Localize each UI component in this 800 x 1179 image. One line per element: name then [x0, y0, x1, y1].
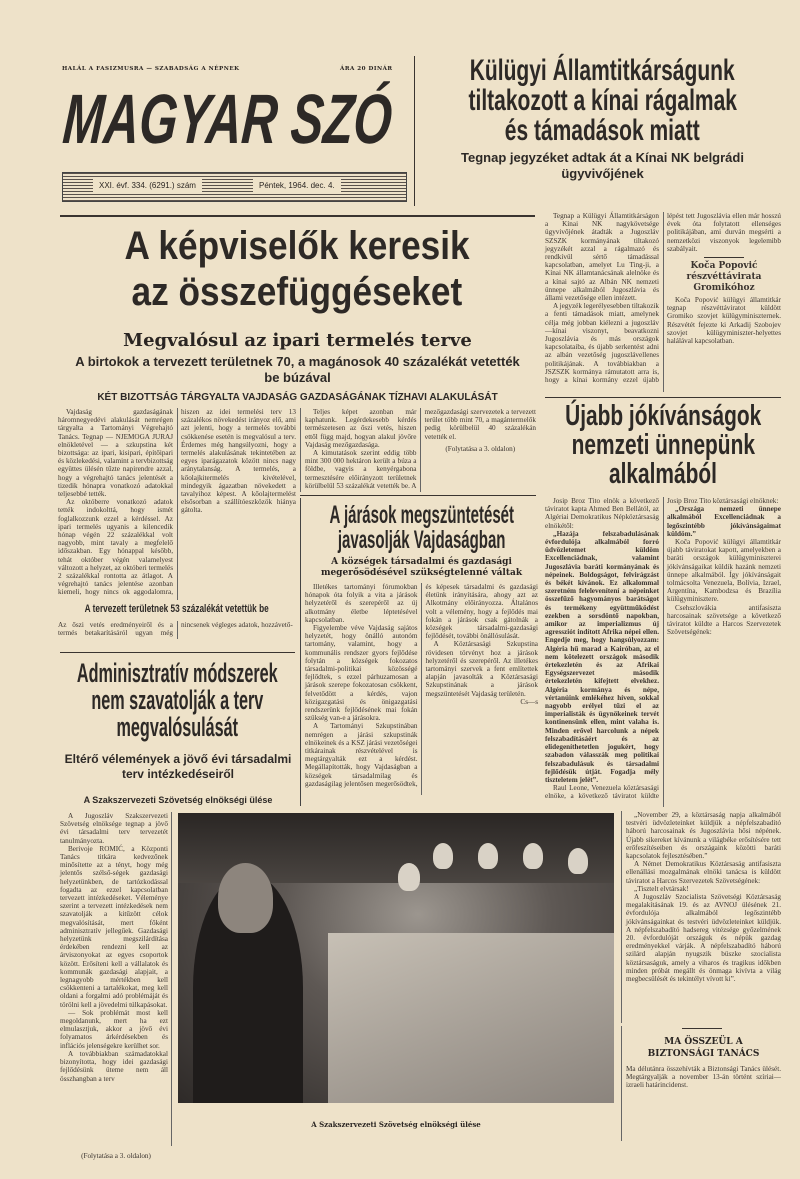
security-council-title: MA ÖSSZEÜL A BIZTONSÁGI TANÁCS — [647, 1037, 760, 1059]
headline-line: tiltakozott a kínai rágalmak — [468, 84, 737, 117]
jarasok-subhead: A községek társadalmi és gazdasági megerősödésével szükségtelenné váltak — [320, 557, 523, 578]
headline-line: A képviselők keresik — [124, 224, 470, 268]
section-rule — [545, 397, 781, 398]
paragraph: „Hazája felszabadulásának évfordulója alkalmából forró üdvözletemet küldöm Excellenciádnak, valamint Jugoszlávia baráti kormányának és népeinek. Boldogságot, felvirágzást és békét kívánok. Ez alkalommal szeretném felelevenítení a népeinket összefűző hagyományos barátságot és termékeny együttműködést ezekben a sorsdöntő napokban, amikor az imperializmus új agressziót indított Afrika népei ellen. Engedje meg, hogy hangsúlyozzam: Algéria hű marad a Kairóban, az el nem kötelezett országok második értekezletén és az Afrikai Egységszervezet második értekezletén kifejtett elvekhez. Algéria kormánya és népe, vértanúink emlékéhez híven, sokkal nagyobb erélyel tűzi el az imperialisták és ügynökeinek tervét kontinensünk ellen, mint valaha is. Minden erővel harcolunk a népek felszabadításáért és az elidegeníthetetlen jogukért, hogy szabadon válasszák meg politikai felszabadulásuk és társadalmi fejlődésük útját. Fogadja mély tiszteletem jelét”. — [545, 529, 659, 784]
ujabb-body-continued — [621, 811, 781, 1023]
ujabb-body — [545, 497, 781, 807]
section-rule — [300, 495, 536, 496]
headline-line: javasolják Vajdaságban — [337, 526, 506, 554]
admin-subhead: Eltérő vélemények a jövő évi társadalmi terv intézkedéseiről — [64, 752, 292, 781]
paragraph: — Sok problémát most kell megoldanunk, mert ha ezt elmulasztjuk, akkor a jövő évi folyamatos árkérdésekben és inflációs jelenségekre kerülhet sor. — [60, 1008, 168, 1050]
paragraph: Csehszlovákia antifasiszta harcosainak szövetsége a következő táviratot küldte a Harcos Szervezetek Szövetségének: — [667, 603, 781, 637]
paragraph: A jegyzék legerélyesebben tiltakozik a fenti támadások miatt, amelynek célja még jobban kiélezni a jugoszláv—kínai viszonyt, beavatkozni Jugoszlávia és más országok kapcsolataiba, és újabb serkentést adni az albán vezetőség jugoszlávellenes politikájának. A továbbiakban a JSZSZK kormánya rámutatott arra is, hogy a kínai kormány ezzel újabb lépést tett Jugoszlávia ellen már hosszú évek óta folytatott ellenséges politikájában, ami durván megsérti a nemzetközi viszonyok legelemibb szabályait. — [545, 212, 781, 385]
paragraph: Tegnap a Külügyi Államtitkárságon a Kínai NK nagykövetsége ügyvivőjének átadták a Jugoszláv SZSZK kormányának tiltakozó jegyzékét azzal a rágalmazó és rendkívül sértő támadással kapcsolatban, amelyet Lu Ting-ji, a Kínai NK államtanácsának alelnöke és a kínai sajtó az Albán NK nemzeti ünnepe alkalmából Jugoszlávia és állami vezetősége ellen intézett. — [545, 212, 659, 303]
newspaper-logo: MAGYAR SZÓ — [60, 80, 395, 158]
admin-headline — [58, 660, 296, 741]
paragraph: Figyelembe véve Vajdaság sajátos helyzetét, hogy önálló autonóm tartomány, valamint, hogy a kommunális rendszer gyors fejlődése folytán a községek fokozatos társadalmi-politikai közösségé fejlődtek, s ezzel párhuzamosan a járások szerepe fokozatosan csökkent, felvetődött a kérdés, vajon közigazgatási és önigazgatási rendszerünk fejlődésének mai fokán szükség van-e a járásokra. — [305, 624, 418, 723]
jarasok-body — [305, 583, 538, 795]
main-body-left — [58, 408, 296, 600]
paragraph: A kimutatások szerint eddig több mint 300 000 hektáron került a búza a földbe, vagyis a kenyérgabona termesztésére előirányzott területnek körülbelül 53 százalékát vetették be. A mezőgazdasági szervezetek a tervezett terület több mint 70, a magántermelők pedig körülbelül 40 százalékán vetették el. — [305, 408, 536, 490]
issue-date: Péntek, 1964. dec. 4. — [253, 179, 341, 192]
security-council-body: Ma délutánra összehívták a Biztonsági Tanács ülését. Megtárgyalják a november 13-án történt szíriai—izraeli határincidenst. — [626, 1065, 781, 1090]
security-council-article — [621, 1026, 781, 1141]
continued-note: (Folytatása a 3. oldalon) — [445, 444, 516, 453]
divider — [682, 1028, 722, 1029]
admin-body — [60, 812, 172, 1146]
headline-line: az összefüggéseket — [131, 270, 463, 314]
paragraph: „Országa nemzeti ünnepe alkalmából Excellenciádnak a legőszintébb jókívánságaimat küldöm.” — [667, 505, 781, 538]
paragraph: Berivoje ROMIĆ, a Központi Tanács titkára kedvezőnek minősítette az a tényt, hogy még jelentős szélső-ségek gazdasági helyzetünkben, de tartózkodással fogadta az ezzel kapcsolatban tervezett intézkedéseket. Véleménye szerint a tervezett intézkedések nem szavatolják a kitűzött célok megvalósítását, mert főként adminisztratív jellegűek. Gazdasági helyzetünk megszilárdítása érdekében rendezni kell az árviszonyokat az egyes csoportok között. Erősíteni kell a vállalatok és kommunák gazdasági alapjait, a legnagyobb mértékben kell csökkenteni a tartalékokat, meg kell oldani a forgalmi adó problémáját és törölni kell a jövedelmi túlkapásokat. — [60, 844, 168, 1009]
paragraph: Teljes képet azonban már kaphatunk. Legérdekesebb kérdés természetesen az őszi vetés, hiszen ettől függ majd, hogyan alakul jövőre Vajdaság mezőgazdasága. — [305, 408, 417, 449]
masthead-price: ÁRA 20 DINÁR — [340, 66, 393, 72]
popovic-title: Koča Popović részvéttávirata Gromikóhoz — [686, 261, 762, 294]
main-subhead: Megvalósul az ipari termelés terve — [123, 330, 472, 351]
paragraph: A Német Demokratikus Köztársaság antifasiszta ellenállási mozgalmának elnöki tanácsa is küldött táviratot a Harcos Szervezetek Szövetségének: — [626, 860, 781, 885]
main-headline — [58, 226, 536, 312]
popovic-body: Koča Popović külügyi államtitkár tegnap részvéttáviratot küldött Gromiko szovjet külügyminiszternek. Részvétét fejezte ki Arkadij Szobojev szovjet külügyminiszter-helyettes halálával kapcsolatban. — [667, 296, 781, 346]
signature: Cs—s — [520, 697, 538, 706]
paragraph: Az októberre vonatkozó adatok tették indokolttá, hogy ismét foglalkozzunk ezzel a kérdéssel. Az ipari termelés ugyanis a kilencedik hónap végén 22 százalékkal volt nagyobb, mint tavaly a megfelelő időszakban. Egy hónappal később, tehát október végén valamelyest változott a helyzet, az októberi termelés 2 százalékkal rontotta az átlagot. A végrehajtó tanács jelentése azonban kiemeli, hogy nincs ok aggodalomra, hiszen az idei termelési terv 13 százalékos növekedést irányoz elő, ami azt jelenti, hogy a termelés további csökkenése esetén is megvalósul a terv. Érdemes még hangsúlyozni, hogy a termelés alakulásának tekintetében az egyes iparágazatok között nincs nagy aránytalanság. A termelés, a kőolajkitermelés kivételével, mindegyik ágazatban növekedett a tavalyihoz képest. A kőolajtermelést elsősorban a szállítóeszközök hiánya gátolta. — [58, 408, 296, 597]
sowing-box-title: A tervezett területnek 53 százalékát vetettük be — [84, 603, 270, 615]
paragraph: „Tisztelt elvtársak! — [634, 884, 689, 893]
headline-line: Külügyi Államtitkárságunk — [470, 54, 735, 87]
paragraph: A Jugoszláv Szocialista Szövetségi Köztársaság megalakításának 19. és az AVNOJ ülésének 21. évfordulója alkalmából legőszintébb jókívánságainkat és testvéri üdvözleteinket küldjük. A népfelszabadító hadsereg vitézsége győzelmének 20. évfordulóját országuk és népük gazdag eredményekkel várják. A népfelszabadító háború szilárd alapján nyugszik büszke szocialista köztársaságuk, amely a viharos és tragikus időkben minden próbát megállt és önmaga kivívta a világ megbecsülését és tekintélyt vívott ki”. — [626, 893, 781, 984]
section-rule — [60, 215, 535, 217]
sowing-box-body: Az őszi vetés eredményeiről és a termés betakarításáról ugyan még nincsenek végleges adatok, hozzávető- — [58, 621, 293, 638]
photo-caption: A Szakszervezeti Szövetség elnökségi ülése — [311, 1120, 481, 1129]
jarasok-article — [300, 498, 538, 806]
meeting-photo — [178, 813, 614, 1103]
headline-line: A járások megszüntetését — [329, 501, 514, 529]
paragraph: Josip Broz Tito elnök a következő táviratot kapta Ahmed Ben Bellától, az Algériai Demokratikus Népköztársaság elnökétől: — [545, 497, 659, 530]
paragraph: A továbbiakban számadatokkal bizonyította, hogy idei gazdasági fejlődésünk üteme nem áll összhangban a terv — [60, 1049, 168, 1083]
admin-continued: (Folytatása a 3. oldalon) — [81, 1152, 151, 1160]
headline-line: megvalósulását — [116, 712, 238, 742]
lead-right-body — [545, 212, 781, 392]
headline-line: nemzeti ünnepünk — [571, 429, 755, 461]
headline-line: Adminisztratív módszerek — [76, 658, 278, 688]
divider — [704, 257, 744, 258]
popovic-article — [667, 257, 781, 345]
ujabb-headline — [545, 402, 781, 489]
section-rule — [60, 652, 295, 653]
main-subhead2: A birtokok a tervezett területnek 70, a magánosok 40 százalékát vetették be búzával — [75, 354, 520, 385]
headline-line: alkalmából — [609, 458, 717, 490]
paragraph: „November 29, a köztársaság napja alkalmából testvéri üdvözleteinket küldjük a népfelszabadító háború harcosainak és Jugoszlávia hősi népének. Újabb sikereket kívánunk a világbéke erősítésére tett erőfeszítéseiben és országaink közötti baráti kapcsolatok fejlesztésében.” — [626, 811, 781, 861]
headline-line: és támadások miatt — [505, 114, 700, 147]
paragraph: Illetékes tartományi fórumokban hónapok óta folyik a vita a járások helyzetéről és szerepéről az új alkotmány életbe léptetésével kapcsolatban. — [305, 583, 418, 624]
masthead-info-bar — [62, 172, 407, 202]
sowing-box — [58, 604, 296, 650]
admin-kicker: A Szakszervezeti Szövetség elnökségi ülése — [83, 795, 273, 805]
paragraph: Vajdaság gazdaságának háromnegyedévi alakulását nemrégen tárgyalta a Tartományi Végrehajtó Tanács. Tegnap — NJEMOGA JURAJ elnökletével — a szkupstina két bizottsága: az ipari, kisipari, építőipari és közlekedési, valamint a tervbizottság együttes ülésén tűzte napirendre azzal, hogy a végrehajtó tanács jelentését a tizedik hónapra vonatkozó adatokkal teljesebbé tették. — [58, 408, 173, 499]
paragraph: A Köztársasági Szkupstina rövidesen törvényt hoz a járások helyzetéről és szerepéről. Az illetékes tartományi szervek a fent említettek alapján javasolták a Köztársasági Szkupstinának a járások megszüntetését Vajdaság területén. — [425, 640, 538, 698]
paragraph: A Jugoszláv Szakszervezeti Szövetség elnöksége tegnap a jövő évi társadalmi terv tervezetét tanulmányozta. — [60, 812, 168, 845]
paragraph: Koča Popović külügyi államtitkár újabb táviratokat kapott, amelyekben a baráti országok külügyminiszterei jókívánságaikat küldik hazánk nemzeti ünnepe alkalmából. Így jókívánságait tolmácsolta Venezuela, Bolívia, Izrael, Argentína, Kambodzsa és Brazília külügyminisztere. — [667, 538, 781, 604]
main-kicker: KÉT BIZOTTSÁG TÁRGYALTA VAJDASÁG GAZDASÁGÁNAK TÍZHAVI ALAKULÁSÁT — [97, 392, 498, 403]
main-body-right — [300, 408, 536, 492]
headline-line: Újabb jókívánságok — [564, 400, 762, 432]
lead-right-subhead: Tegnap jegyzéket adtak át a Kínai NK belgrádi ügyvivőjének — [461, 150, 744, 181]
masthead-tagline: HALÁL A FASIZMUSRA — SZABADSÁG A NÉPNEK — [62, 66, 240, 72]
paragraph: Raul Leone, Venezuela köztársasági elnöke, a következő táviratot küldte Josip Broz Tito köztársasági elnöknek: — [545, 497, 779, 801]
paragraph: A Tartományi Szkupstinában nemrégen a járási szkupstinák elnökeinek és a KSZ járási vezetőségei titkárainak részvételével is megtárgyalták ezt a kérdést. Megállapították, hogy Vajdaságban a községek társadalmilag és gazdaságilag jelentősen megerősödtek, és képesek társadalmi és gazdasági életünk irányítására, ahogy azt az Alkotmány előirányozza. Általános volt a vélemény, hogy a fejlődés mai fokán a járások csak gátolnák a községek társadalmi-gazdasági fejlődését, további önállósulását. — [305, 583, 538, 788]
headline-line: nem szavatolják a terv — [91, 685, 263, 715]
masthead-divider — [414, 56, 415, 206]
issue-number: XXI. évf. 334. (6291.) szám — [93, 179, 202, 192]
lead-right-headline — [425, 56, 780, 182]
